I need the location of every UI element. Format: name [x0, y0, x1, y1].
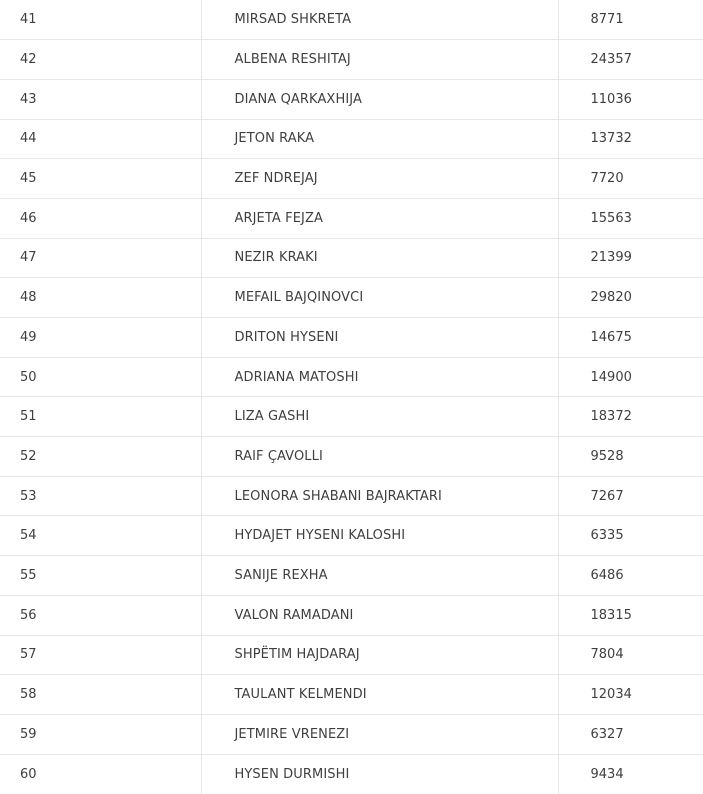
candidate-name: ARJETA FEJZA — [201, 198, 558, 238]
table-row — [0, 556, 703, 596]
candidate-name: ADRIANA MATOSHI — [201, 357, 558, 397]
candidate-number: 54 — [0, 516, 201, 556]
candidate-name: LIZA GASHI — [201, 397, 558, 437]
table-row — [0, 754, 703, 794]
candidate-name: MEFAIL BAJQINOVCI — [201, 278, 558, 318]
table-row — [0, 0, 703, 40]
candidate-votes: 9434 — [558, 754, 703, 794]
table-row — [0, 675, 703, 715]
candidate-votes: 6335 — [558, 516, 703, 556]
candidate-name: TAULANT KELMENDI — [201, 675, 558, 715]
table-row — [0, 476, 703, 516]
candidate-name: SANIJE REXHA — [201, 556, 558, 596]
candidate-number: 45 — [0, 159, 201, 199]
candidate-number: 47 — [0, 238, 201, 278]
table-row — [0, 318, 703, 358]
candidate-number: 42 — [0, 40, 201, 80]
candidate-name: ALBENA RESHITAJ — [201, 40, 558, 80]
candidate-name: MIRSAD SHKRETA — [201, 0, 558, 40]
candidate-votes: 12034 — [558, 675, 703, 715]
candidate-name: DRITON HYSENI — [201, 318, 558, 358]
candidate-votes: 7267 — [558, 476, 703, 516]
table-row — [0, 119, 703, 159]
table-row — [0, 198, 703, 238]
candidate-votes: 29820 — [558, 278, 703, 318]
candidate-votes: 8771 — [558, 0, 703, 40]
candidate-name: JETON RAKA — [201, 119, 558, 159]
candidate-name: DIANA QARKAXHIJA — [201, 79, 558, 119]
candidate-name: LEONORA SHABANI BAJRAKTARI — [201, 476, 558, 516]
candidate-number: 44 — [0, 119, 201, 159]
table-row — [0, 516, 703, 556]
table-row — [0, 79, 703, 119]
table-row — [0, 635, 703, 675]
table-row — [0, 159, 703, 199]
table-row — [0, 595, 703, 635]
table-row — [0, 238, 703, 278]
candidate-number: 52 — [0, 437, 201, 477]
candidate-name: HYDAJET HYSENI KALOSHI — [201, 516, 558, 556]
candidate-name: JETMIRE VRENEZI — [201, 714, 558, 754]
candidate-name: SHPËTIM HAJDARAJ — [201, 635, 558, 675]
table-row — [0, 278, 703, 318]
candidate-number: 55 — [0, 556, 201, 596]
candidate-votes: 21399 — [558, 238, 703, 278]
candidate-number: 49 — [0, 318, 201, 358]
candidate-votes: 13732 — [558, 119, 703, 159]
candidate-number: 56 — [0, 595, 201, 635]
candidate-name: HYSEN DURMISHI — [201, 754, 558, 794]
candidate-votes: 7804 — [558, 635, 703, 675]
candidate-name: ZEF NDREJAJ — [201, 159, 558, 199]
table-row — [0, 40, 703, 80]
table-row — [0, 397, 703, 437]
candidate-number: 43 — [0, 79, 201, 119]
candidate-number: 41 — [0, 0, 201, 40]
candidate-number: 51 — [0, 397, 201, 437]
candidate-votes: 15563 — [558, 198, 703, 238]
table-row — [0, 714, 703, 754]
candidate-name: RAIF ÇAVOLLI — [201, 437, 558, 477]
candidate-votes: 14675 — [558, 318, 703, 358]
candidate-number: 48 — [0, 278, 201, 318]
candidate-number: 58 — [0, 675, 201, 715]
candidate-votes: 18372 — [558, 397, 703, 437]
candidate-name: VALON RAMADANI — [201, 595, 558, 635]
candidate-number: 59 — [0, 714, 201, 754]
candidate-number: 57 — [0, 635, 201, 675]
candidate-votes: 11036 — [558, 79, 703, 119]
candidate-votes: 6327 — [558, 714, 703, 754]
candidate-number: 53 — [0, 476, 201, 516]
candidate-votes: 6486 — [558, 556, 703, 596]
candidate-votes: 9528 — [558, 437, 703, 477]
table-row — [0, 357, 703, 397]
candidate-votes: 24357 — [558, 40, 703, 80]
candidate-number: 60 — [0, 754, 201, 794]
candidate-number: 50 — [0, 357, 201, 397]
candidate-number: 46 — [0, 198, 201, 238]
candidate-votes: 7720 — [558, 159, 703, 199]
candidate-votes: 18315 — [558, 595, 703, 635]
table-row — [0, 437, 703, 477]
candidate-name: NEZIR KRAKI — [201, 238, 558, 278]
candidate-votes: 14900 — [558, 357, 703, 397]
